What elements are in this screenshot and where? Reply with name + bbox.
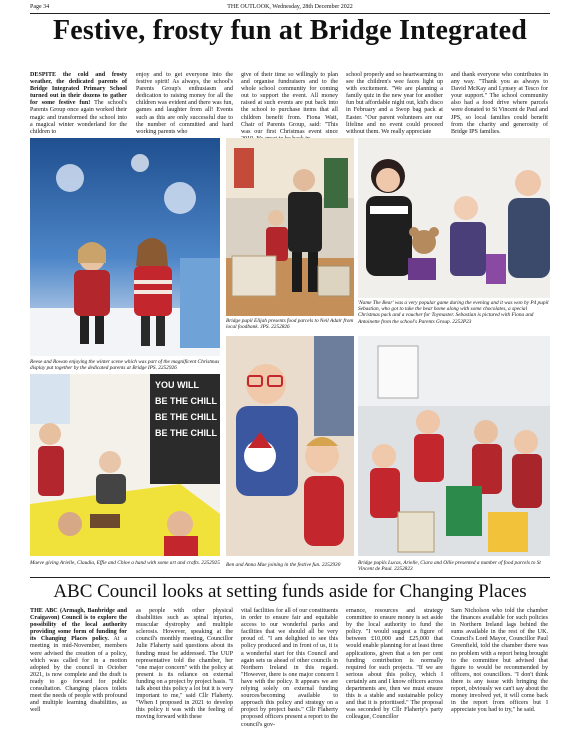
- section-rule: [30, 577, 550, 578]
- caption-elijah: Bridge pupil Elijah presents food parcels to Neil Adair from local foodbank. JPS. 2252826: [226, 318, 354, 331]
- story1-body: [30, 72, 550, 136]
- festive-glasses-drawing: [226, 336, 354, 556]
- photo-festive-glasses: [226, 336, 354, 556]
- snow-scene-drawing: [30, 138, 220, 356]
- caption-snow-scene: Reese and Rowan enjoying the winter scene which was part of the magnificent Christmas display put together by the dedicated parents at Bridge IPS. 2252926: [30, 359, 220, 372]
- photo-name-the-bear: [358, 138, 550, 298]
- wall-text-line-1: YOU WILL: [155, 380, 199, 390]
- photo-snow-scene: [30, 138, 220, 356]
- story2-lead: THE ABC (Armagh, Banbridge and Craigavon) Council is to explore the possibility of the local authority providing some form of funding for its Changing Places policy.: [30, 608, 127, 643]
- photo-st-vincent-de-paul: [358, 336, 550, 556]
- story1-column-5: and thank everyone who contributes in any way. "Thank you as always to David McKay and Lynsey at Tesco for your support." The school community also had a food drive where parcels were donated to St Vincent de Paul and JPS, so local families could benefit from the charity and generosity of Bridge IPS families.: [451, 72, 548, 135]
- photo-elijah-food-parcels: [226, 138, 354, 316]
- caption-crafts: Maeve giving Arielle, Claudia, Effie and Chloe a hand with some art and crafts. 2252925: [30, 560, 220, 566]
- wall-text-line-2: BE THE CHILL: [155, 396, 217, 406]
- story2-column-3: vital facilities for all of our constituents in order to ensure fair and equitable access to our wonderful parks and facilities that we should all be very proud of. "I am delighted to see this policy produced and in front of us, it is a wonderful start for this Council and again sets us ahead of other councils in Northern Ireland in this regard. "However, there is one major concern I have with the policy. It appears we are relying solely on external funding sources/becoming available to approach this policy and strategy on a project by project basis." Cllr Flaherty proposed officers present a report to the council's gov-: [241, 608, 339, 728]
- food-parcels-drawing: [226, 138, 354, 316]
- photo-crafts: [30, 374, 220, 556]
- caption-st-vincent-de-paul: Bridge pupils Lucas, Arielle, Ciara and Ollie presented a number of food parcels to St Vincent de Paul. 2252823: [358, 560, 541, 573]
- crafts-drawing: [30, 374, 220, 556]
- story2-body: [30, 608, 550, 732]
- page-number: Page 34: [30, 4, 50, 10]
- raffle-drawing: [358, 138, 550, 298]
- story2-headline: ABC Council looks at setting funds aside for Changing Places: [53, 581, 527, 602]
- wall-text-line-4: BE THE CHILL: [155, 428, 217, 438]
- story1-headline: Festive, frosty fun at Bridge Integrated: [52, 15, 528, 46]
- masthead-date: THE OUTLOOK, Wednesday, 28th December 2022: [227, 4, 353, 10]
- story1-lead: DESPITE the cold and frosty weather, the dedicated parents of Bridge Integrated Primary School turned out in their dozens to gather for some festive fun!: [30, 72, 127, 107]
- story2-column-1: THE ABC (Armagh, Banbridge and Craigavon) Council is to explore the possibility of the local authority providing some form of funding for its Changing Places policy. At a meeting in mid-November, members were advised the creation of a policy, which was called for in a motion adopted by the council in October 2021, is now complete and the draft is ready to go forward for public consultation. Changing places toilets meet the needs of people with profound and multiple learning disabilities, as well: [30, 608, 127, 714]
- caption-name-the-bear: 'Name The Bear' was a very popular game during the evening and it was won by P4 pupil Sebastian, who got to take the bear home along with some chocolates, a special Christmas pack and a voucher for Toymaster. Sebastian is pictured with Fiona and Antoinette from the school's Parents Group. 2252P23: [358, 300, 549, 325]
- story1-column-4: school properly and so heartwarming to see the children's wee faces light up with excitement. "We are planning a family quiz in the new year for another fun but affordable night out, kid's disco in February and a Swop bag pack at Easter. "Our parent volunteers are our lifeline and no event could proceed without them. We really appreciate: [346, 72, 443, 135]
- story1-column-1: DESPITE the cold and frosty weather, the dedicated parents of Bridge Integrated Primary School turned out in their dozens to gather for some festive fun! The school's Parents Group once again worked their magic and transformed the school into a magical winter wonderland for the children to: [30, 72, 127, 135]
- story2-column-5: Sam Nicholson who told the chamber the finances available for such policies in Northern Ireland lags behind the sums available in the rest of the UK. Council's Lord Mayor, Councillor Paul Greenfield, told the chamber there was no problem with a report being brought to the committee but advised that figure to would be recommended by officers, not councillors. "I don't think there is any issue with bringing the report, obviously we can't say about the money involved yet, it will come back in the report from officers but I appreciate you had to try," he said.: [451, 608, 548, 714]
- story2-column-2: as people with other physical disabilities such as spinal injuries, muscular dystrophy and multiple sclerosis. However, speaking at the council's monthly meeting, Councillor Julie Flaherty said questions about its funding must be addressed. The UUP representative told the chamber, her "one major concern" with the policy at present is its reliance on external funding on a project by project basis. "I talk about this policy a lot but it is very important to me," said Cllr Flaherty. "When I proposed in 2021 to develop this policy it was with the feeling of moving forward with these: [136, 608, 233, 721]
- svdp-drawing: [358, 336, 550, 556]
- wall-text-line-3: BE THE CHILL: [155, 412, 217, 422]
- story1-column-2: enjoy and to get everyone into the festive spirit! As always, the school's Parents Group's enthusiasm and dedication to raising money for all the children was evident and there was fun, games and laughter from all! Events such as this are only successful due to the number of committed and hard working parents who: [136, 72, 233, 135]
- caption-festive-glasses: Ben and Anna Mae joining in the festive fun. 2252930: [226, 562, 341, 568]
- story2-column-4: ernance, resources and strategy committee to ensure money is set aside by the local authority to fund the policy. "I would suggest a figure of between £10,000 and £25,000 that would enable planning for at least three applications, given that a ten per cent funding contribution is normally required for such projects. "If we are serious about this policy, which I certainly am and I know officers across departments are, then we must ensure this is a stable and sustainable policy and that it is prioritised." The proposal was seconded by Cllr Flaherty's party colleague, Councillor: [346, 608, 443, 721]
- story1-column-3: give of their time so willingly to plan and organise fundraisers and to the whole school community for coming out to support the event. All money raised at such events are put back into the school to purchase items that all children benefit from. Fiona Watt, Chair of Parents Group, said: "This was our first Christmas event since: [241, 72, 338, 135]
